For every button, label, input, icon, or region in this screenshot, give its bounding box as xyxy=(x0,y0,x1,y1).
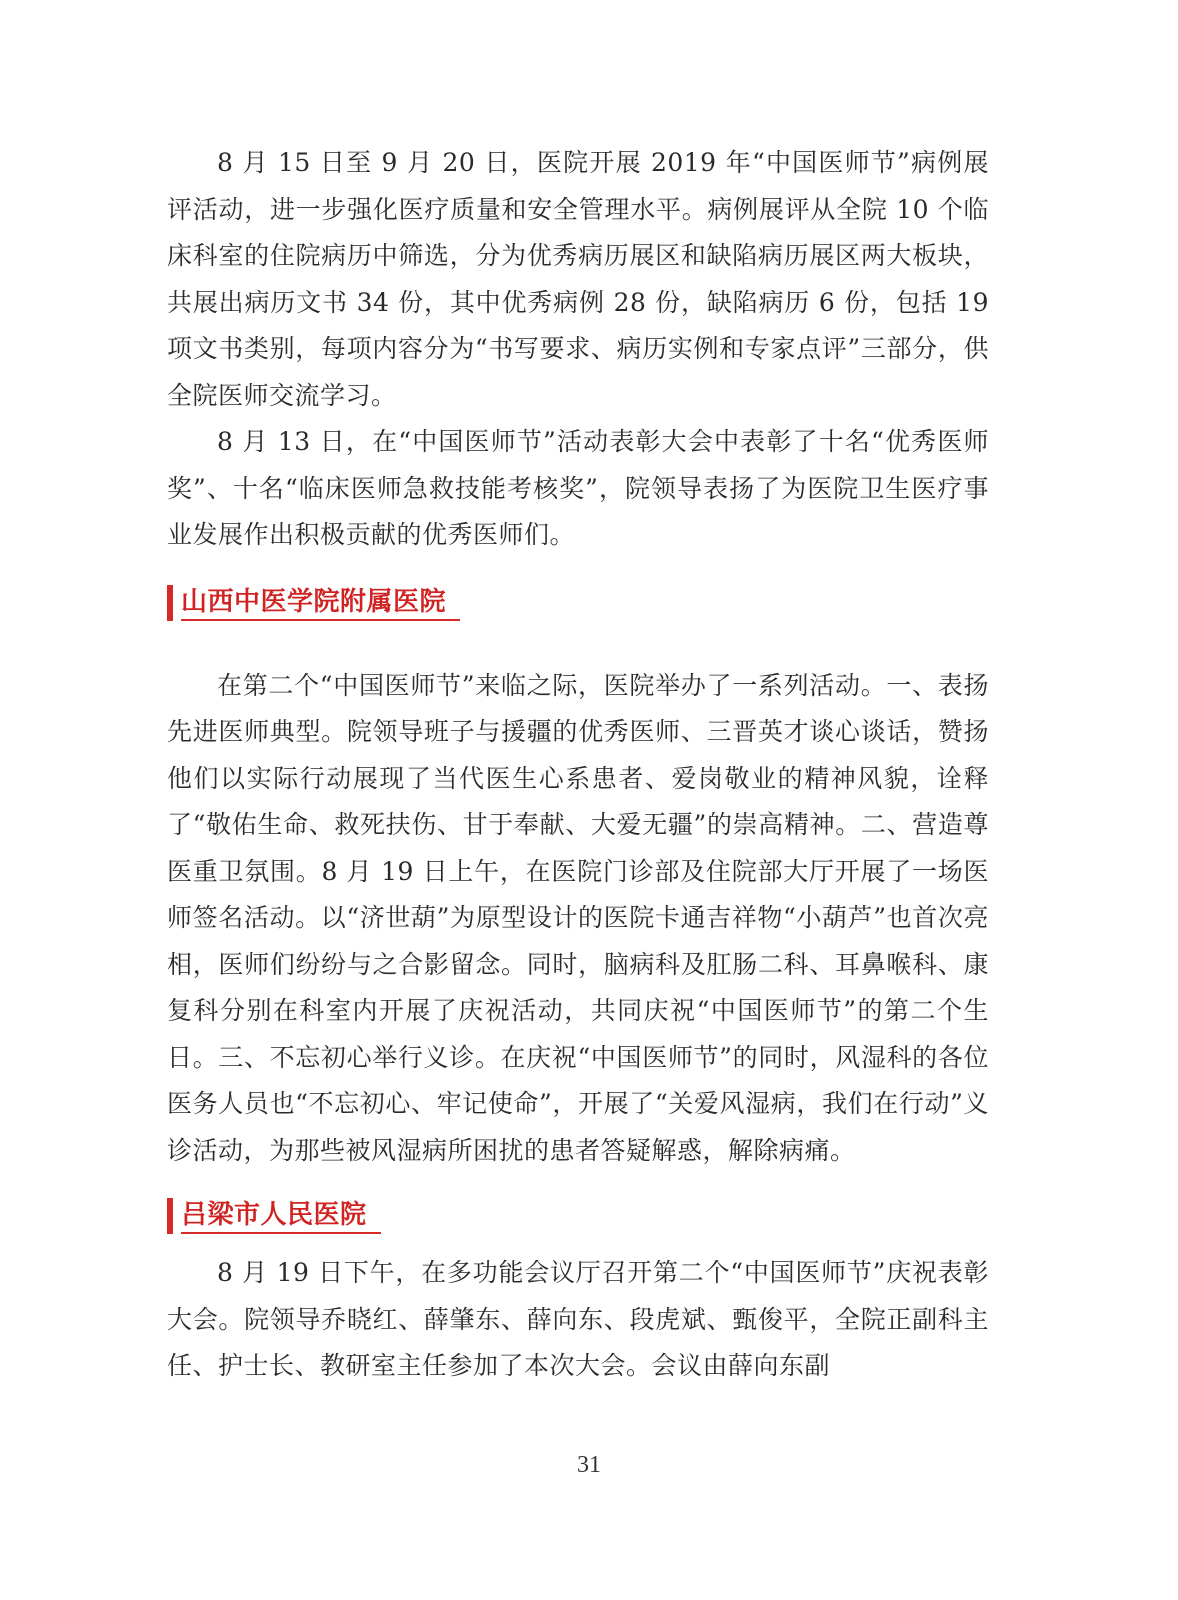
paragraph-shanxi-tcm-activities: 在第二个“中国医师节”来临之际，医院举办了一系列活动。一、表扬先进医师典型。院领导班子与援疆的优秀医师、三晋英才谈心谈话，赞扬他们以实际行动展现了当代医生心系患者、爱岗敬业的精神风貌，诠释了“敬佑生命、救死扶伤、甘于奉献、大爱无疆”的崇高精神。二、营造尊医重卫氛围。8 月 19 日上午，在医院门诊部及住院部大厅开展了一场医师签名活动。以“济世葫”为原型设计的医院卡通吉祥物“小葫芦”也首次亮相，医师们纷纷与之合影留念。同时，脑病科及肛肠二科、耳鼻喉科、康复科分别在科室内开展了庆祝活动，共同庆祝“中国医师节”的第二个生日。三、不忘初心举行义诊。在庆祝“中国医师节”的同时，风湿科的各位医务人员也“不忘初心、牢记使命”，开展了“关爱风湿病，我们在行动”义诊活动，为那些被风湿病所困扰的患者答疑解惑，解除病痛。 xyxy=(167,670,989,1165)
section-heading-lvliang-hospital xyxy=(167,1198,989,1234)
heading-marker-bar xyxy=(167,1198,173,1234)
document-page xyxy=(167,140,989,1390)
paragraph-lvliang-ceremony: 8 月 19 日下午，在多功能会议厅召开第二个“中国医师节”庆祝表彰大会。院领导乔晓红、薛肇东、薛向东、段虎斌、甄俊平，全院正副科主任、护士长、教研室主任参加了本次大会。会议由薛向东副 xyxy=(167,1258,989,1380)
page-number: 31 xyxy=(577,1452,601,1478)
section-heading-shanxi-tcm-hospital xyxy=(167,585,989,621)
heading-marker-bar xyxy=(167,585,173,621)
paragraph-case-exhibition: 8 月 15 日至 9 月 20 日，医院开展 2019 年“中国医师节”病例展评活动，进一步强化医疗质量和安全管理水平。病例展评从全院 10 个临床科室的住院病历中筛选，分为优秀病历展区和缺陷病历展区两大板块，共展出病历文书 34 份，其中优秀病例 28 份，缺陷病历 6 份，包括 19 项文书类别，每项内容分为“书写要求、病历实例和专家点评”三部分，供全院医师交流学习。 xyxy=(167,148,989,410)
section-heading-text: 吕梁市人民医院 xyxy=(181,1198,381,1234)
section-heading-text: 山西中医学院附属医院 xyxy=(181,585,460,621)
paragraph-award-ceremony: 8 月 13 日，在“中国医师节”活动表彰大会中表彰了十名“优秀医师奖”、十名“临床医师急救技能考核奖”，院领导表扬了为医院卫生医疗事业发展作出积极贡献的优秀医师们。 xyxy=(167,427,989,549)
